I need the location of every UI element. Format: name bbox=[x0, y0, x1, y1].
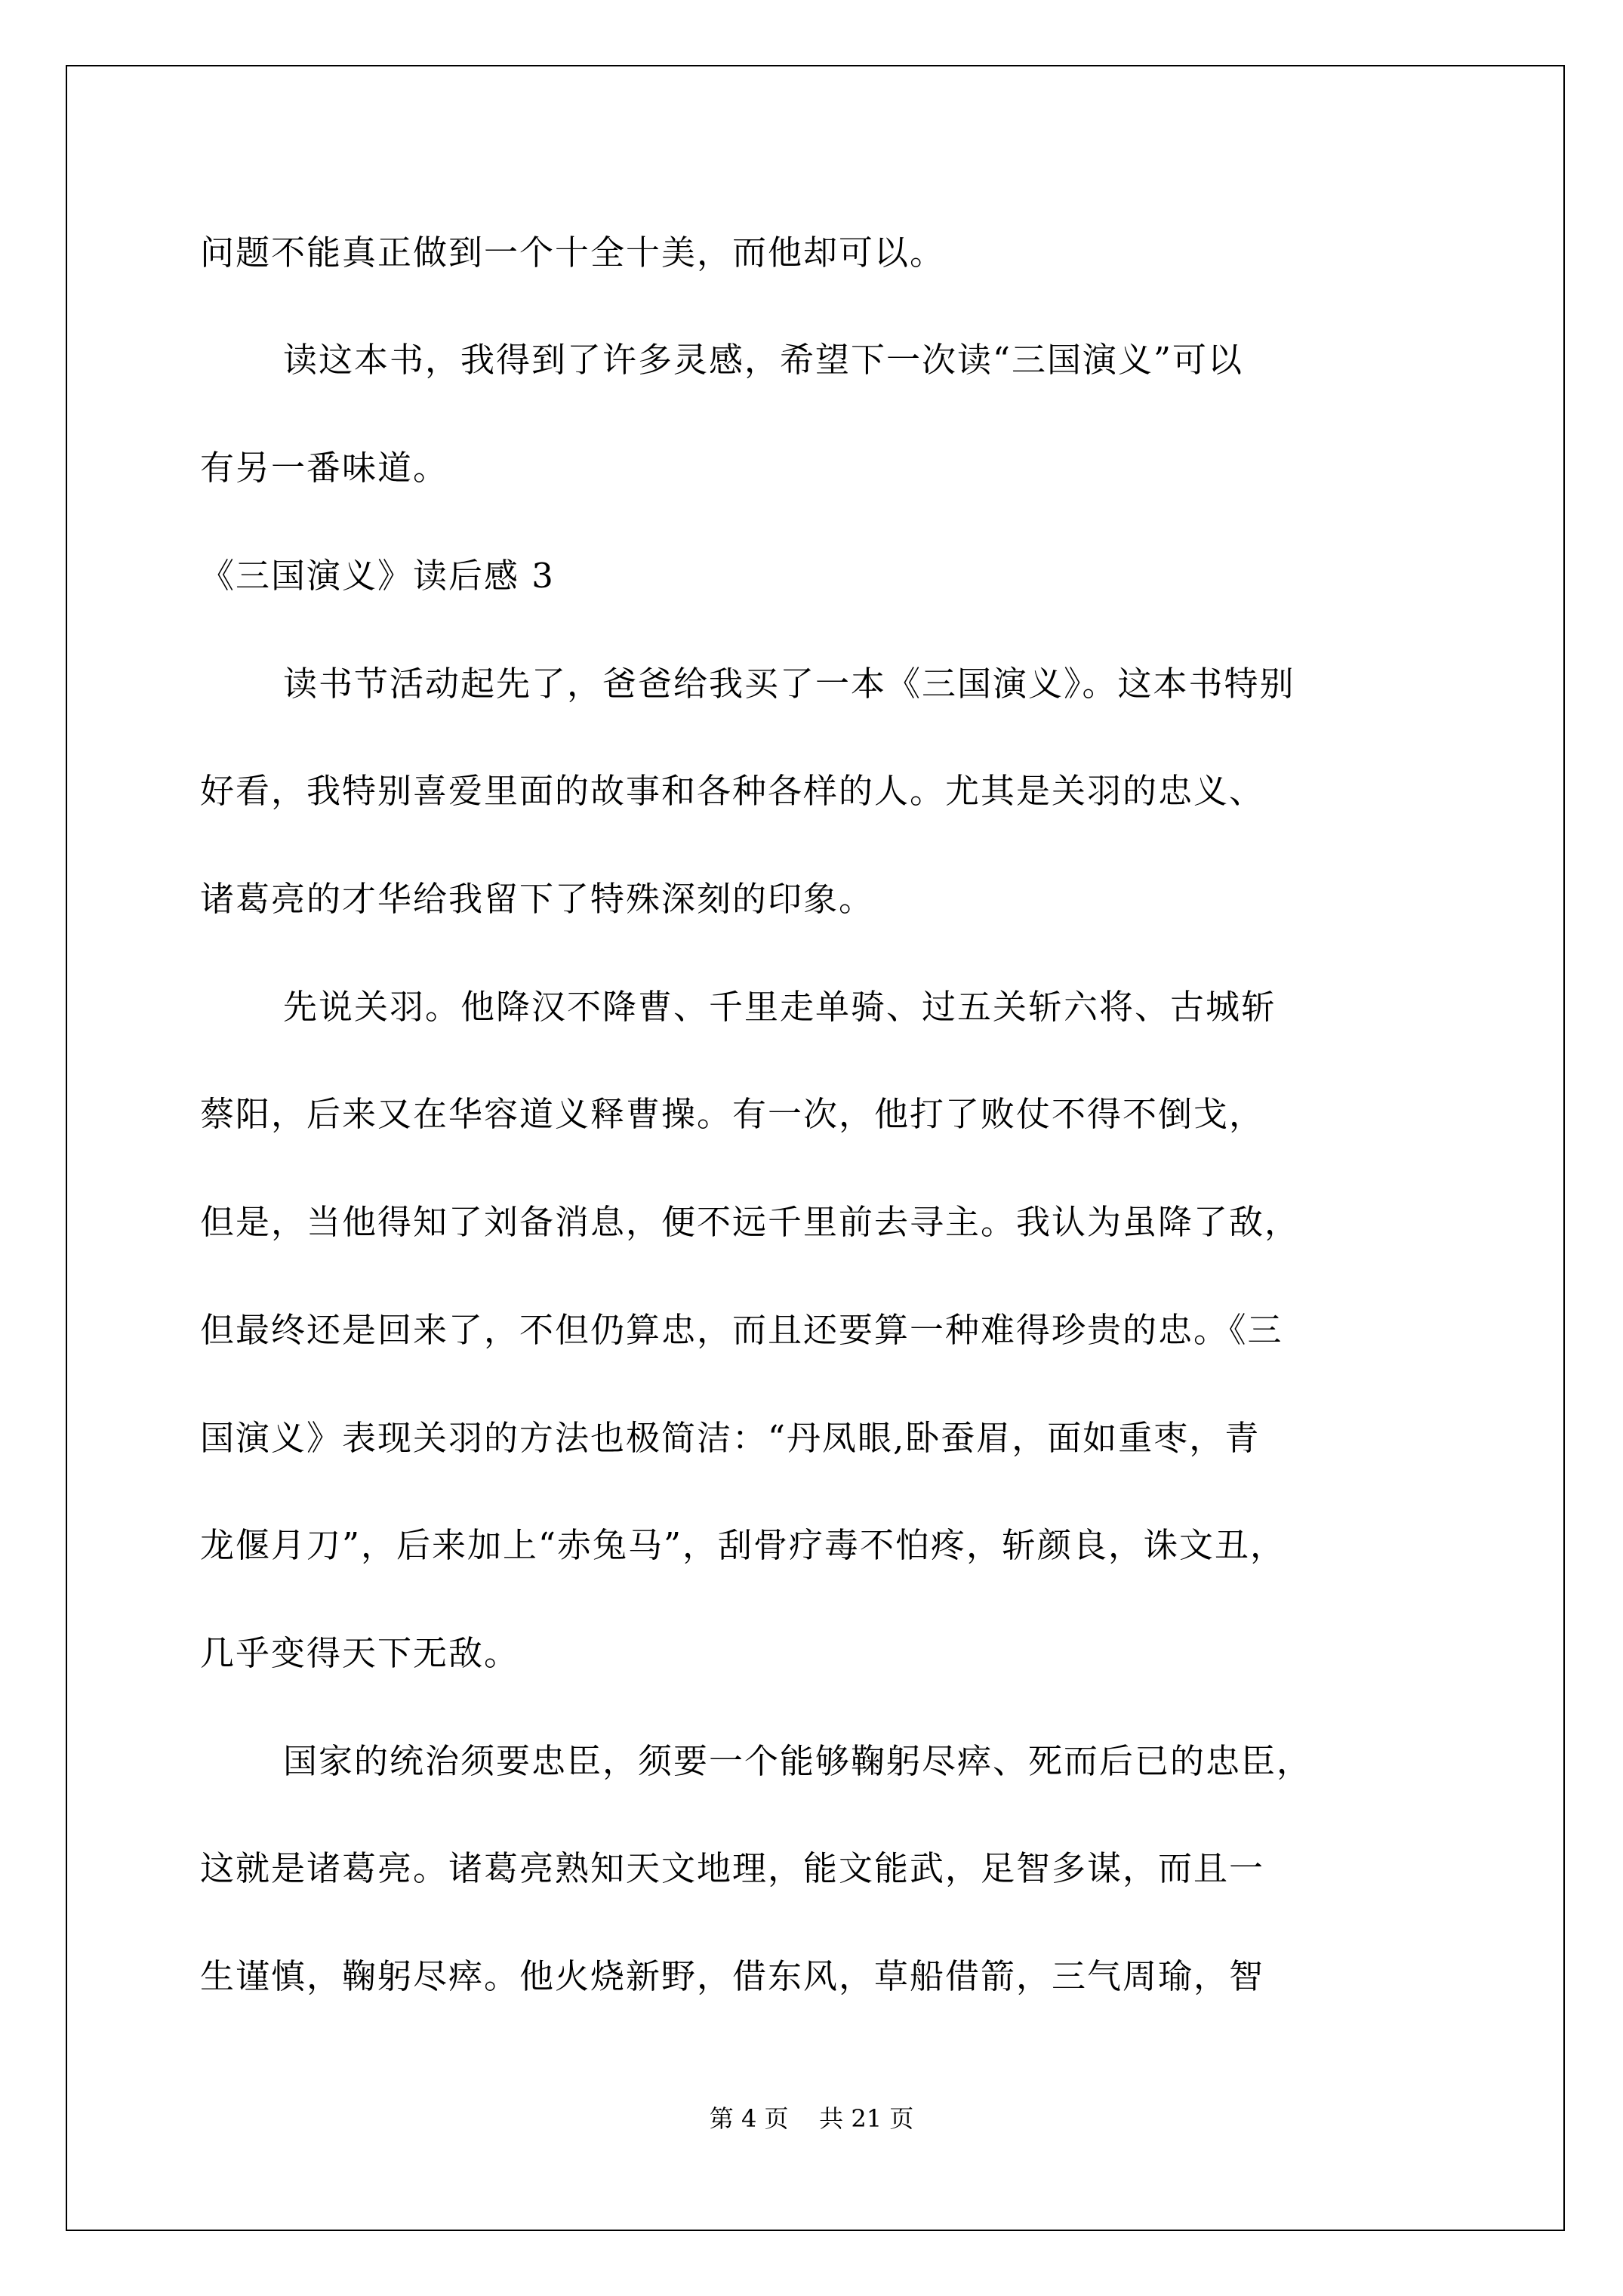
text-line: 几乎变得天下无敌。 bbox=[200, 1633, 520, 1673]
text-line-paragraph-start: 读这本书，我得到了许多灵感，希望下一次读“三国演义”可以 bbox=[283, 340, 1244, 380]
text-line-continuation: 问题不能真正做到一个十全十美，而他却可以。 bbox=[200, 233, 946, 273]
section-heading: 《三国演义》读后感 3 bbox=[200, 556, 555, 596]
text-line: 但最终还是回来了，不但仍算忠，而且还要算一种难得珍贵的忠。《三 bbox=[200, 1310, 1283, 1350]
text-line: 蔡阳，后来又在华容道义释曹操。有一次，他打了败仗不得不倒戈， bbox=[200, 1094, 1265, 1134]
text-line-paragraph-start: 国家的统治须要忠臣，须要一个能够鞠躬尽瘁、死而后已的忠臣， bbox=[283, 1741, 1313, 1781]
text-line: 龙偃月刀”，后来加上“赤兔马”，刮骨疗毒不怕疼，斩颜良，诛文丑， bbox=[200, 1525, 1286, 1565]
text-line: 但是，当他得知了刘备消息，便不远千里前去寻主。我认为虽降了敌， bbox=[200, 1202, 1301, 1242]
text-line: 有另一番味道。 bbox=[200, 448, 449, 488]
text-line: 诸葛亮的才华给我留下了特殊深刻的印象。 bbox=[200, 879, 875, 919]
text-line: 生谨慎，鞠躬尽瘁。他火烧新野，借东风，草船借箭，三气周瑜，智 bbox=[200, 1956, 1265, 1996]
text-line: 这就是诸葛亮。诸葛亮熟知天文地理，能文能武，足智多谋，而且一 bbox=[200, 1848, 1265, 1888]
page-number-footer: 第 4 页 共 21 页 bbox=[709, 2104, 914, 2133]
text-line-paragraph-start: 先说关羽。他降汉不降曹、千里走单骑、过五关斩六将、古城斩 bbox=[283, 987, 1277, 1027]
text-line-paragraph-start: 读书节活动起先了，爸爸给我买了一本《三国演义》。这本书特别 bbox=[283, 664, 1295, 704]
text-line: 好看，我特别喜爱里面的故事和各种各样的人。尤其是关羽的忠义、 bbox=[200, 771, 1265, 811]
page-frame bbox=[66, 65, 1565, 2231]
text-line: 国演义》表现关羽的方法也极简洁：“丹凤眼,卧蚕眉，面如重枣，青 bbox=[200, 1418, 1261, 1458]
